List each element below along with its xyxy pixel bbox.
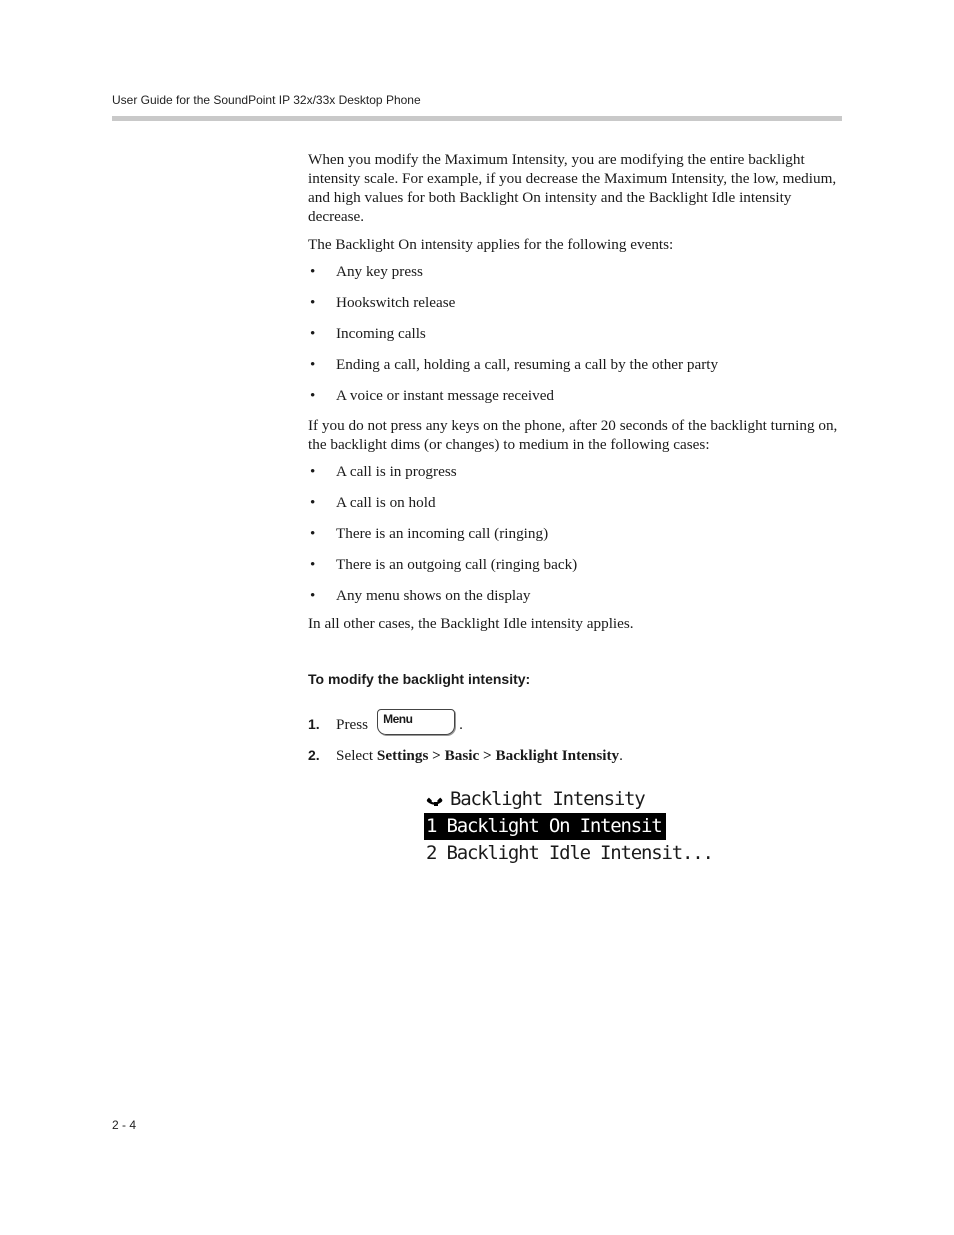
list-item: • A voice or instant message received [308,380,848,411]
bullet-marker: • [310,356,316,373]
bullet-marker: • [310,525,316,542]
step-punctuation: . [459,716,463,733]
header-rule [112,116,842,121]
bullet-marker: • [310,587,316,604]
bullet-marker: • [310,387,316,404]
lcd-menu-item-backlight-on[interactable]: 1 Backlight On Intensit... [424,813,666,840]
step-punctuation: . [619,747,623,764]
events-list [308,256,848,411]
bullet-marker: • [310,556,316,573]
list-item: • Ending a call, holding a call, resuming a call by the other party [308,349,848,380]
paragraph-idle: In all other cases, the Backlight Idle intensity applies. [308,615,634,632]
bullet-marker: • [310,463,316,480]
list-item: • Any key press [308,256,848,287]
step-number: 2. [308,747,320,763]
list-item: • Hookswitch release [308,287,848,318]
step-text: Press [336,716,369,733]
phone-menu-icon [426,786,450,812]
list-item: • A call is in progress [308,456,848,487]
step-text: Select [336,747,377,764]
lcd-screen [424,786,713,867]
procedure-steps [308,709,848,771]
step-number: 1. [308,716,320,732]
lcd-menu-item-backlight-idle[interactable]: 2 Backlight Idle Intensit... [426,842,713,864]
step-item [308,740,848,771]
lcd-title: Backlight Intensity [450,788,645,810]
paragraph-backlight-on: The Backlight On intensity applies for the following events: [308,236,674,253]
bullet-marker: • [310,325,316,342]
step-item [308,709,848,740]
paragraph-dim-cases: If you do not press any keys on the phone, after 20 seconds of the backlight turning on, the backlight dims (or changes) to medium in the following cases: [308,417,838,453]
list-item: • There is an outgoing call (ringing back) [308,549,848,580]
page-number: 2 - 4 [112,1118,137,1132]
list-item: • Incoming calls [308,318,848,349]
procedure-heading: To modify the backlight intensity: [308,671,531,687]
main-content [308,150,848,771]
paragraph-max-intensity: When you modify the Maximum Intensity, you are modifying the entire backlight intensity scale. For example, if you decrease the Maximum Intensity, the low, medium, and high values for both Backlight On intensity and the Backlight Idle intensity decrease. [308,151,837,225]
list-item: • There is an incoming call (ringing) [308,518,848,549]
cases-list [308,456,848,611]
bullet-marker: • [310,494,316,511]
list-item: • Any menu shows on the display [308,580,848,611]
menu-key-button[interactable]: Menu [377,709,455,735]
bullet-marker: • [310,294,316,311]
menu-path: Settings > Basic > Backlight Intensity [376,747,620,764]
running-header: User Guide for the SoundPoint IP 32x/33x Desktop Phone [112,93,421,107]
list-item: • A call is on hold [308,487,848,518]
lcd-title-row [424,786,668,813]
bullet-marker: • [310,263,316,280]
